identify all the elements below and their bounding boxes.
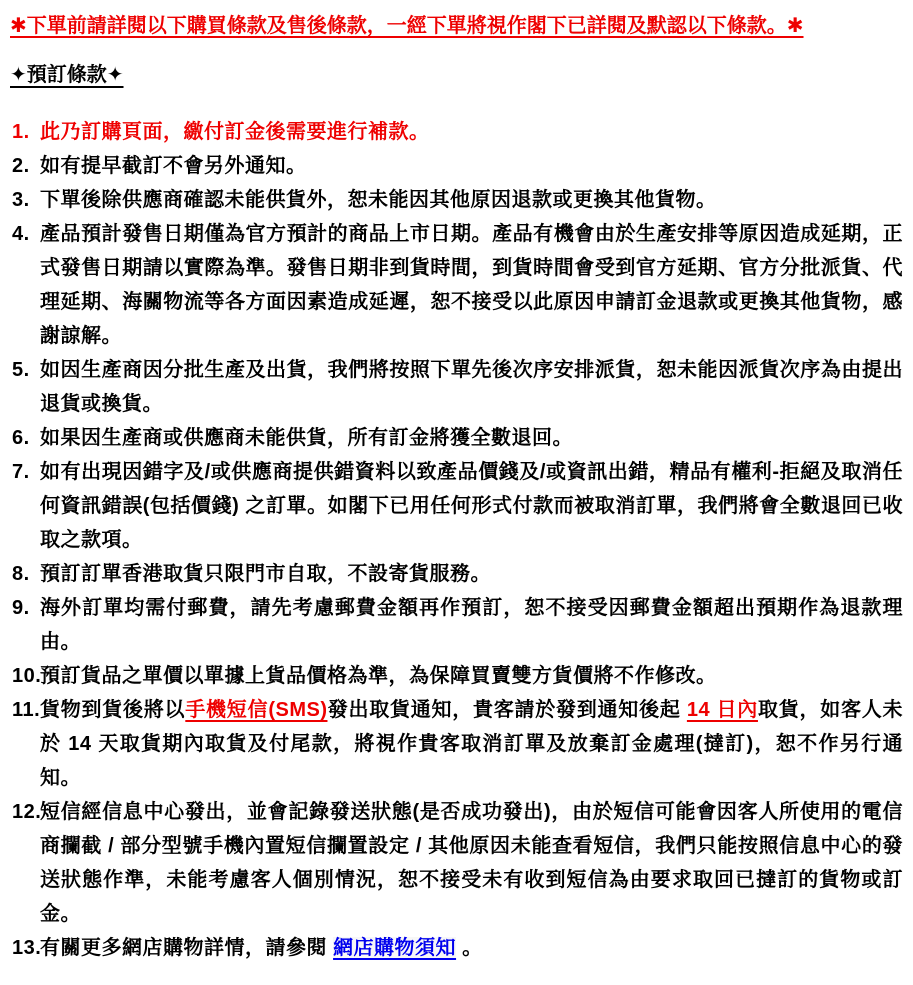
section-title xyxy=(10,62,903,89)
term-item-10 xyxy=(10,659,903,693)
term-number: 11. xyxy=(12,699,41,721)
term-item-7 xyxy=(10,455,903,557)
term-text-segment: 海外訂單均需付郵費，請先考慮郵費金額再作預訂，恕不接受因郵費金額超出預期作為退款理由。 xyxy=(40,597,903,653)
term-number: 6. xyxy=(12,427,30,449)
term-item-3 xyxy=(10,183,903,217)
term-text-segment: 發出取貨通知，貴客請於發到通知後起 xyxy=(327,699,687,721)
term-item-13 xyxy=(10,931,903,965)
term-text-segment: 如有提早截訂不會另外通知。 xyxy=(40,155,307,177)
term-text-segment: 產品預計發售日期僅為官方預計的商品上市日期。產品有機會由於生產安排等原因造成延期，正式發售日期請以實際為準。發售日期非到貨時間，到貨時間會受到官方延期、官方分批派貨、代理延期、海關物流等各方面因素造成延遲，恕不接受以此原因申請訂金退款或更換其他貨物，感謝諒解。 xyxy=(40,223,903,347)
term-number: 1. xyxy=(12,121,30,143)
term-item-8 xyxy=(10,557,903,591)
term-item-6 xyxy=(10,421,903,455)
term-item-11 xyxy=(10,693,903,795)
terms-list xyxy=(10,115,903,965)
term-number: 4. xyxy=(12,223,30,245)
term-number: 13. xyxy=(12,937,42,959)
section-title-text: ✦預訂條款✦ xyxy=(10,64,124,86)
term-number: 8. xyxy=(12,563,30,585)
term-item-5 xyxy=(10,353,903,421)
term-text-segment: 此乃訂購頁面，繳付訂金後需要進行補款。 xyxy=(40,121,430,143)
term-item-4 xyxy=(10,217,903,353)
term-text-segment: 如果因生產商或供應商未能供貨，所有訂金將獲全數退回。 xyxy=(40,427,573,449)
term-item-2 xyxy=(10,149,903,183)
term-text-segment: 有關更多網店購物詳情，請參閱 xyxy=(40,937,334,959)
warning-header xyxy=(10,13,903,40)
term-text-segment: 。 xyxy=(456,937,483,959)
shop-guide-link[interactable]: 網店購物須知 xyxy=(333,937,457,959)
term-text-segment: 取貨，如客人未於 14 天取貨期內取貨及付尾款，將視作貴客取消訂單及放棄訂金處理(撻訂)，恕不作另行通知。 xyxy=(40,699,904,789)
term-number: 9. xyxy=(12,597,30,619)
term-text-segment: 如有出現因錯字及/或供應商提供錯資料以致產品價錢及/或資訊出錯，精品有權利-拒絕及取消任何資訊錯誤(包括價錢) 之訂單。如閣下已用任何形式付款而被取消訂單，我們將會全數退回已收取之款項。 xyxy=(40,461,903,551)
term-item-9 xyxy=(10,591,903,659)
term-text-segment: 手機短信(SMS) xyxy=(185,699,328,721)
term-text-segment: 下單後除供應商確認未能供貨外，恕未能因其他原因退款或更換其他貨物。 xyxy=(40,189,717,211)
term-number: 10. xyxy=(12,665,42,687)
term-item-12 xyxy=(10,795,903,931)
term-number: 5. xyxy=(12,359,30,381)
term-text-segment: 14 日內 xyxy=(686,699,758,721)
term-text-segment: 貨物到貨後將以 xyxy=(40,699,186,721)
term-number: 12. xyxy=(12,801,42,823)
warning-header-text: ✱下單前請詳閱以下購買條款及售後條款，一經下單將視作閣下已詳閱及默認以下條款。✱ xyxy=(10,15,804,37)
term-text-segment: 預訂訂單香港取貨只限門市自取，不設寄貨服務。 xyxy=(40,563,491,585)
term-text-segment: 預訂貨品之單價以單據上貨品價格為準，為保障買賣雙方貨價將不作修改。 xyxy=(40,665,717,687)
term-number: 7. xyxy=(12,461,30,483)
term-item-1 xyxy=(10,115,903,149)
term-number: 3. xyxy=(12,189,30,211)
term-text-segment: 如因生產商因分批生產及出貨，我們將按照下單先後次序安排派貨，恕未能因派貨次序為由提出退貨或換貨。 xyxy=(40,359,903,415)
term-text-segment: 短信經信息中心發出，並會記錄發送狀態(是否成功發出)，由於短信可能會因客人所使用的電信商攔截 / 部分型號手機內置短信攔置設定 / 其他原因未能查看短信，我們只能按照信息中心的發送狀態作準，未能考慮客人個別情況，恕不接受未有收到短信為由要求取回已撻訂的貨物或訂金。 xyxy=(40,801,903,925)
term-number: 2. xyxy=(12,155,30,177)
